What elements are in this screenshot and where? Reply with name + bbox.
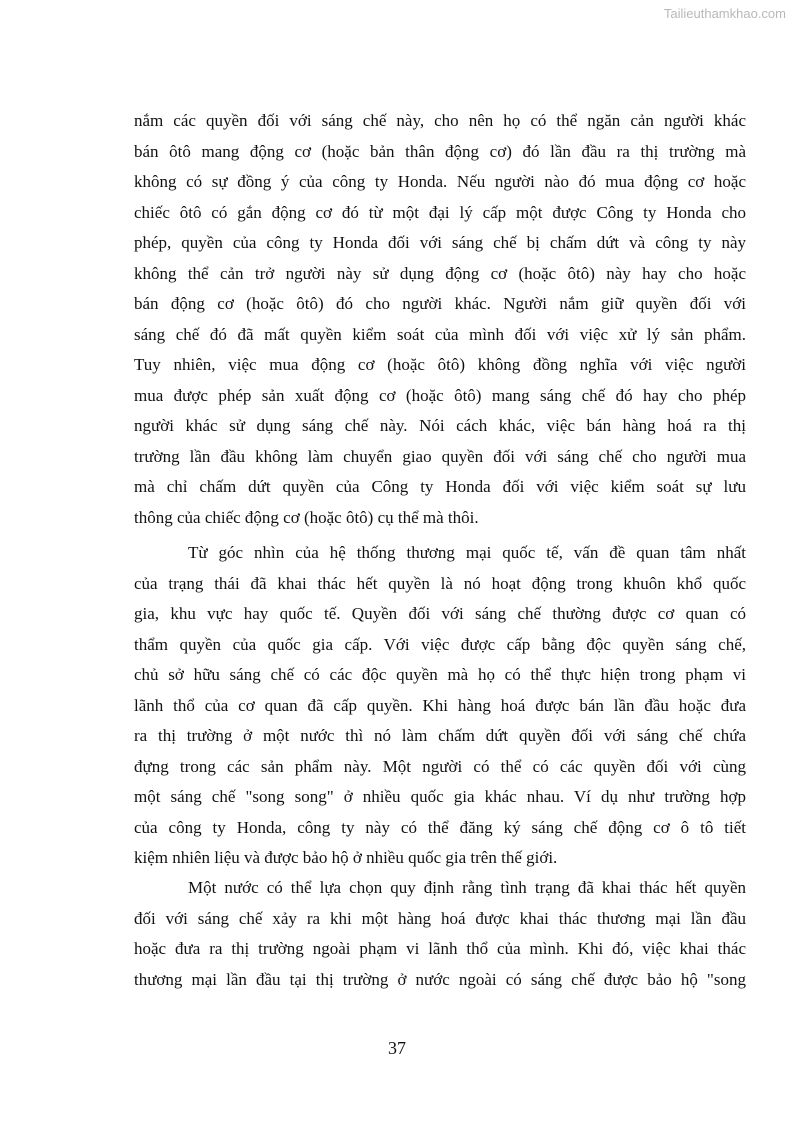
text-line: không có sự đồng ý của công ty Honda. Nếu người nào đó mua động cơ hoặc [134, 172, 746, 191]
page-number: 37 [388, 1038, 406, 1058]
text-line: bán động cơ (hoặc ôtô) đó cho người khác. Người nắm giữ quyền đối với [134, 294, 746, 313]
text-line: chủ sở hữu sáng chế có các độc quyền mà họ có thể thực hiện trong phạm vi [134, 665, 746, 684]
text-line: nắm các quyền đối với sáng chế này, cho nên họ có thể ngăn cản người khác [134, 111, 746, 130]
text-line: gia, khu vực hay quốc tế. Quyền đối với sáng chế thường được cơ quan có [134, 604, 746, 623]
paragraph-2 [134, 538, 746, 874]
text-line: người khác sử dụng sáng chế này. Nói cách khác, việc bán hàng hoá ra thị [134, 416, 746, 435]
text-line: lãnh thổ của cơ quan đã cấp quyền. Khi hàng hoá được bán lần đầu hoặc đưa [134, 695, 746, 715]
text-line: ra thị trường ở một nước thì nó làm chấm dứt quyền đối với sáng chế chứa [134, 726, 746, 745]
text-line: hoặc đưa ra thị trường ngoài phạm vi lãnh thổ của mình. Khi đó, việc khai thác [134, 939, 746, 958]
text-line: đối với sáng chế xảy ra khi một hàng hoá được khai thác thương mại lần đầu [134, 908, 746, 928]
text-line: Từ góc nhìn của hệ thống thương mại quốc tế, vấn đề quan tâm nhất [188, 543, 746, 562]
text-line: một sáng chế "song song" ở nhiều quốc gia khác nhau. Ví dụ như trường hợp [134, 787, 746, 806]
paragraph-1 [134, 106, 746, 533]
text-line: trường lần đầu không làm chuyển giao quyền đối với sáng chế cho người mua [134, 446, 746, 466]
text-line: Tuy nhiên, việc mua động cơ (hoặc ôtô) không đồng nghĩa với việc người [134, 355, 746, 374]
text-line: mua được phép sản xuất động cơ (hoặc ôtô) mang sáng chế đó hay cho phép [134, 385, 746, 405]
paragraph-3 [134, 873, 746, 995]
text-line: của trạng thái đã khai thác hết quyền là nó hoạt động trong khuôn khổ quốc [134, 573, 746, 593]
text-line: đựng trong các sản phẩm này. Một người có thể có các quyền đối với cùng [134, 756, 746, 776]
text-line: của công ty Honda, công ty này có thể đăng ký sáng chế động cơ ô tô tiết [134, 817, 746, 837]
text-line: phép, quyền của công ty Honda đối với sáng chế bị chấm dứt và công ty này [134, 233, 746, 252]
text-line: Một nước có thể lựa chọn quy định rằng tình trạng đã khai thác hết quyền [188, 878, 746, 897]
text-line: bán ôtô mang động cơ (hoặc bản thân động cơ) đó lần đầu ra thị trường mà [134, 141, 746, 161]
text-line: chiếc ôtô có gắn động cơ đó từ một đại lý cấp một được Công ty Honda cho [134, 202, 746, 222]
text-line: thương mại lần đầu tại thị trường ở nước ngoài có sáng chế được bảo hộ "song [134, 969, 746, 989]
text-line: không thể cản trở người này sử dụng động cơ (hoặc ôtô) này hay cho hoặc [134, 263, 746, 283]
text-line: sáng chế đó đã mất quyền kiểm soát của mình đối với việc xử lý sản phẩm. [134, 324, 746, 344]
watermark: Tailieuthamkhao.com [663, 6, 786, 21]
text-line: kiệm nhiên liệu và được bảo hộ ở nhiều quốc gia trên thế giới. [134, 848, 558, 867]
text-line: mà chỉ chấm dứt quyền của Công ty Honda đối với việc kiểm soát sự lưu [134, 477, 746, 496]
text-line: thông của chiếc động cơ (hoặc ôtô) cụ thể mà thôi. [134, 507, 479, 527]
text-line: thẩm quyền của quốc gia cấp. Với việc được cấp bằng độc quyền sáng chế, [134, 634, 746, 654]
